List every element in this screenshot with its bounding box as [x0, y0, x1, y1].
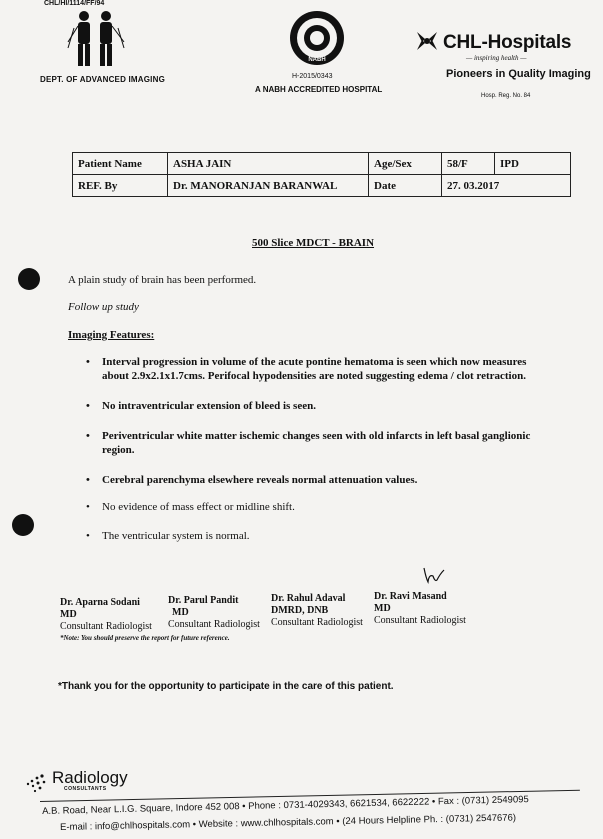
report-title: 500 Slice MDCT - BRAIN	[252, 237, 375, 249]
patient-type: IPD	[495, 153, 571, 175]
follow-up-note: Follow up study	[68, 301, 139, 313]
hospital-tagline: — inspiring health —	[466, 54, 527, 62]
nabh-seal-icon	[289, 10, 345, 66]
nabh-seal-text: NABH	[308, 57, 326, 63]
document-code: CHL/HI/1114/FF/94	[44, 0, 105, 7]
doctor-degree: MD	[60, 609, 77, 620]
list-item: • Cerebral parenchyma elsewhere reveals normal attenuation values.	[86, 474, 418, 486]
feature-text: Cerebral parenchyma elsewhere reveals normal attenuation values.	[102, 474, 418, 486]
age-sex-label: Age/Sex	[369, 153, 442, 175]
thank-you-note: *Thank you for the opportunity to participate in the care of this patient.	[58, 681, 394, 692]
doctor-signature-block	[168, 595, 260, 631]
feature-text: No evidence of mass effect or midline shift.	[102, 501, 295, 513]
feature-text: The ventricular system is normal.	[102, 530, 250, 542]
preserve-note: *Note: You should preserve the report for future reference.	[60, 634, 230, 642]
features-heading: Imaging Features:	[68, 329, 155, 341]
list-item: • The ventricular system is normal.	[86, 530, 250, 542]
feature-text: Periventricular white matter ischemic changes seen with old infarcts in left basal ganglionic region.	[102, 430, 531, 456]
list-item: • No evidence of mass effect or midline shift.	[86, 501, 295, 513]
age-sex-value: 58/F	[442, 153, 495, 175]
doctor-signature-block	[374, 591, 466, 627]
date-value: 27. 03.2017	[442, 175, 571, 197]
chl-logo-icon	[415, 30, 439, 52]
ref-by-label: REF. By	[73, 175, 168, 197]
doctor-name: Dr. Parul Pandit	[168, 595, 239, 606]
department-name: DEPT. OF ADVANCED IMAGING	[40, 75, 166, 84]
footer-address: A.B. Road, Near L.I.G. Square, Indore 452 008 • Phone : 0731-4029343, 6621534, 6622222 • Fax : (0731) 2549095	[42, 794, 529, 817]
hospital-slogan: Pioneers in Quality Imaging	[446, 68, 591, 80]
list-item: • Interval progression in volume of the acute pontine hematoma is seen which now measures about 2.9x2.1x1.7cms. Perifocal hypodensities are noted suggesting edema / clot retraction.	[86, 356, 527, 382]
doctor-name: Dr. Rahul Adaval	[271, 593, 346, 604]
patient-info-table	[72, 152, 571, 197]
doctor-signature-block	[271, 593, 363, 629]
imaging-figures-logo	[62, 8, 130, 68]
doctor-degree: MD	[172, 607, 189, 618]
doctor-name: Dr. Aparna Sodani	[60, 597, 140, 608]
doctor-role: Consultant Radiologist	[60, 621, 152, 632]
feature-text: Interval progression in volume of the acute pontine hematoma is seen which now measures about 2.9x2.1x1.7cms. Perifocal hypodensities are noted suggesting edema / clot retraction.	[102, 356, 527, 382]
punch-hole	[18, 268, 40, 290]
radiology-brand: Radiology	[52, 768, 128, 787]
ref-by-value: Dr. MANORANJAN BARANWAL	[168, 175, 369, 197]
doctor-name: Dr. Ravi Masand	[374, 591, 447, 602]
doctor-degree: DMRD, DNB	[271, 605, 329, 616]
hospital-name: CHL-Hospitals	[443, 32, 572, 53]
imaging-features-list	[80, 349, 555, 543]
doctor-role: Consultant Radiologist	[168, 619, 260, 630]
radiology-logo-icon	[24, 772, 48, 794]
list-item: • Periventricular white matter ischemic changes seen with old infarcts in left basal ganglionic region.	[86, 430, 531, 456]
punch-hole	[12, 514, 34, 536]
patient-name-value: ASHA JAIN	[168, 153, 369, 175]
list-item: • No intraventricular extension of bleed is seen.	[86, 400, 316, 412]
date-label: Date	[369, 175, 442, 197]
nabh-accredited: A NABH ACCREDITED HOSPITAL	[255, 85, 383, 94]
hospital-registration: Hosp. Reg. No. 84	[481, 93, 531, 99]
doctor-role: Consultant Radiologist	[271, 617, 363, 628]
patient-name-label: Patient Name	[73, 153, 168, 175]
radiology-brand-sub: CONSULTANTS	[64, 786, 107, 792]
feature-text: No intraventricular extension of bleed is seen.	[102, 400, 316, 412]
nabh-code: H-2015/0343	[292, 73, 333, 80]
doctor-signature-block	[60, 597, 152, 633]
doctor-role: Consultant Radiologist	[374, 615, 466, 626]
signature-mark	[420, 566, 446, 586]
report-intro: A plain study of brain has been performed.	[68, 274, 257, 286]
footer-contact: E-mail : info@chlhospitals.com • Website : www.chlhospitals.com • (24 Hours Helpline Ph. : (0731) 2547676)	[60, 812, 517, 833]
doctor-degree: MD	[374, 603, 391, 614]
